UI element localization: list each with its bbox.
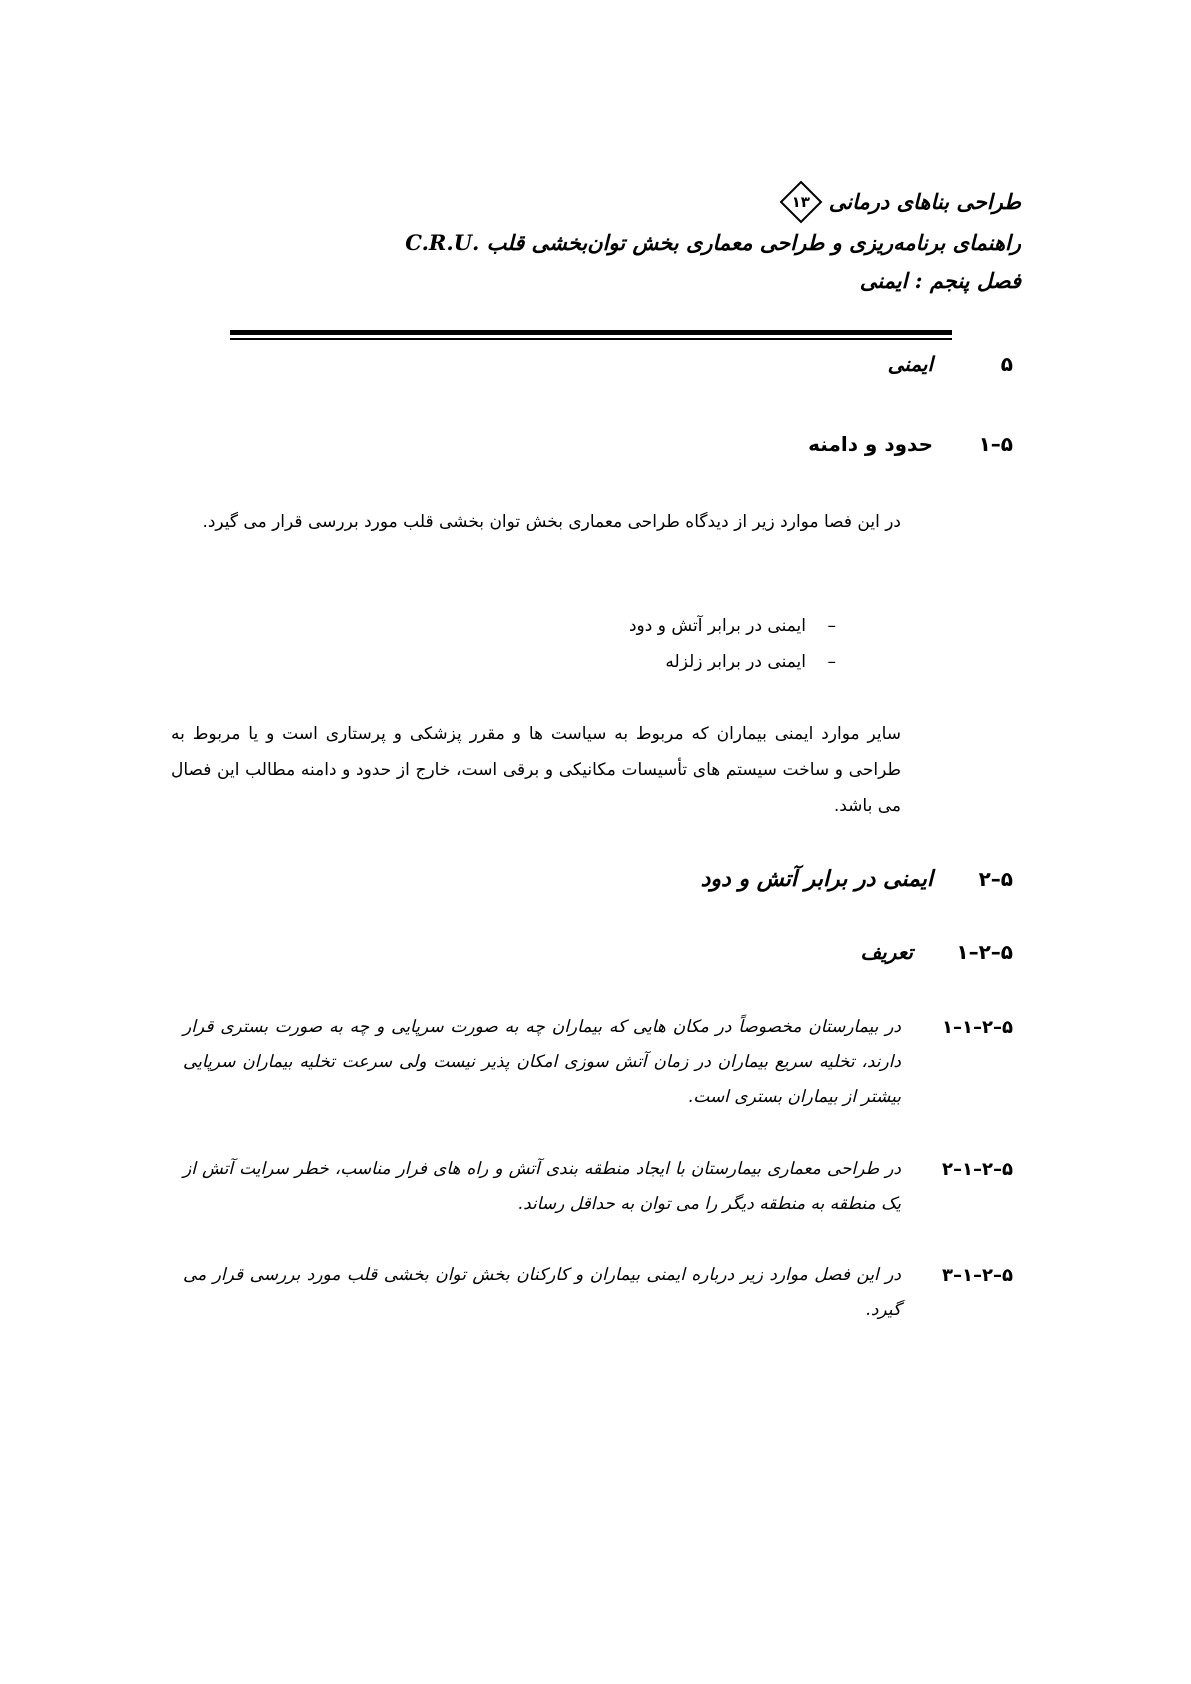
section-title: تعریف	[860, 940, 913, 964]
section-number: ۵–۲–۱	[956, 940, 1013, 964]
chapter-number-badge	[779, 180, 823, 224]
clause-number: ۵–۲–۱–۲	[942, 1159, 1013, 1180]
clause-text: در بیمارستان مخصوصاً در مکان هایی که بیماران چه به صورت سرپایی و چه به صورت بستری قرار دارند، تخلیه سریع بیماران در زمان آتش سوزی امکان پذیر نیست ولی سرعت تخلیه بیماران سرپایی بیشتر از بیماران بستری است.	[183, 1017, 901, 1107]
heading-section-5	[888, 352, 1013, 376]
section-title: حدود و دامنه	[808, 432, 933, 456]
list-item	[629, 608, 836, 644]
scope-intro-paragraph: در این فصا موارد زیر از دیدگاه طراحی معماری بخش توان بخشی قلب مورد بررسی قرار می گیرد.	[202, 512, 901, 532]
section-title: ایمنی در برابر آتش و دود	[700, 866, 933, 892]
series-line	[321, 180, 1021, 224]
bullet-dash: –	[827, 652, 836, 672]
chapter-title: فصل پنجم : ایمنی	[859, 268, 1021, 293]
running-header	[321, 180, 1021, 300]
heading-section-5-2-1	[860, 940, 1013, 964]
clause-number: ۵–۲–۱–۳	[942, 1265, 1013, 1286]
clause-text: در این فصل موارد زیر درباره ایمنی بیماران و کارکنان بخش توان بخشی قلب مورد بررسی قرار می گیرد.	[183, 1265, 901, 1320]
heading-section-5-2	[701, 866, 1013, 892]
list-item	[629, 644, 836, 680]
bullet-text: ایمنی در برابر آتش و دود	[628, 616, 806, 636]
scope-bullet-list	[629, 608, 836, 680]
clause-5-2-1-3	[183, 1258, 1013, 1328]
section-number: ۵–۱	[978, 432, 1013, 456]
header-rule-thin	[230, 338, 952, 340]
header-rule-thick	[230, 330, 952, 335]
series-number: ۱۳	[791, 193, 810, 211]
section-number: ۵	[1000, 352, 1013, 376]
clause-text: در طراحی معماری بیمارستان با ایجاد منطقه بندی آتش و راه های فرار مناسب، خطر سرایت آتش از یک منطقه به منطقه دیگر را می توان به حداقل رساند.	[183, 1159, 901, 1214]
section-number: ۵–۲	[978, 867, 1013, 891]
series-title: طراحی بناهای درمانی	[828, 189, 1021, 214]
clause-number: ۵–۲–۱–۱	[942, 1017, 1013, 1038]
section-title: ایمنی	[887, 352, 933, 376]
clause-5-2-1-2	[183, 1152, 1013, 1222]
clause-5-2-1-1	[183, 1010, 1013, 1115]
header-double-rule	[230, 330, 952, 340]
bullet-dash: –	[827, 616, 836, 636]
bullet-text: ایمنی در برابر زلزله	[665, 652, 806, 672]
heading-section-5-1	[808, 432, 1013, 456]
scope-outro-paragraph: سایر موارد ایمنی بیماران که مربوط به سیاست ها و مقرر پزشکی و پرستاری است و یا مربوط به طراحی و ساخت سیستم های تأسیسات مکانیکی و برقی است، خارج از حدود و دامنه مطالب این فصال می باشد.	[171, 724, 901, 816]
guide-title: راهنمای برنامه‌ریزی و طراحی معماری بخش توان‌بخشی قلب .C.R.U	[405, 230, 1021, 255]
